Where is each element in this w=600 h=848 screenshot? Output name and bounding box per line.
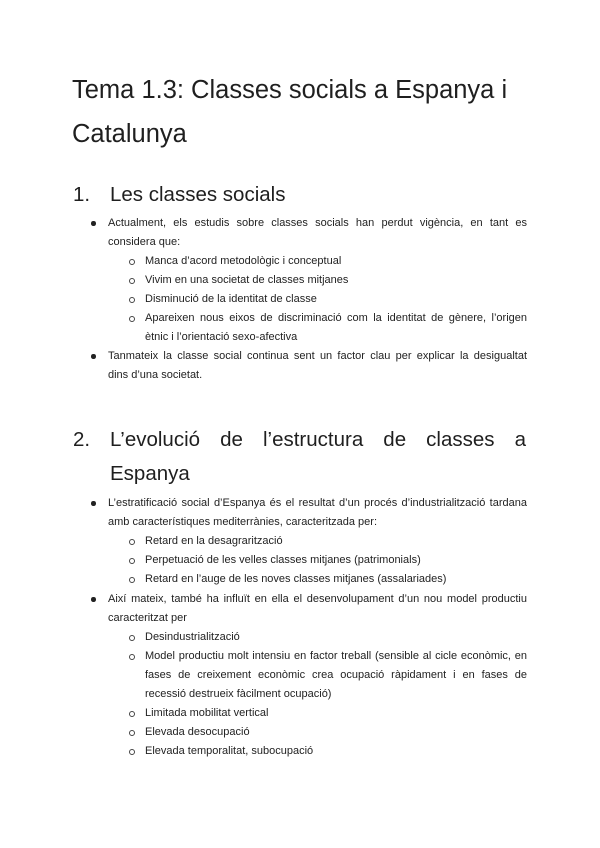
sub-bullet-circle bbox=[129, 711, 135, 717]
bullet-line: Tanmateix la classe social continua sent un factor clau per explicar la desigualtat bbox=[108, 350, 527, 362]
bullet-dot bbox=[91, 221, 96, 226]
sub-bullet-line: Limitada mobilitat vertical bbox=[145, 707, 269, 719]
sub-bullet-line: Perpetuació de les velles classes mitjanes (patrimonials) bbox=[145, 554, 421, 566]
bullet-line: considera que: bbox=[108, 236, 181, 248]
bullet-dot bbox=[91, 597, 96, 602]
sub-bullet-circle bbox=[129, 577, 135, 583]
sub-bullet-circle bbox=[129, 539, 135, 545]
sub-bullet-line: Retard en l’auge de les noves classes mitjanes (assalariades) bbox=[145, 573, 447, 585]
sub-bullet-line: Vivim en una societat de classes mitjanes bbox=[145, 274, 349, 286]
page-title: Tema 1.3: Classes socials a Espanya i Catalunya bbox=[72, 76, 508, 148]
bullet-dot bbox=[91, 354, 96, 359]
sub-bullet-line: Disminució de la identitat de classe bbox=[145, 293, 317, 305]
sub-bullet-circle bbox=[129, 558, 135, 564]
sub-bullet-line: Manca d’acord metodològic i conceptual bbox=[145, 255, 342, 267]
sub-bullet-line: Elevada temporalitat, subocupació bbox=[145, 745, 314, 757]
sub-bullet-circle bbox=[129, 749, 135, 755]
bullet-line: amb característiques mediterrànies, caracteritzada per: bbox=[108, 516, 378, 528]
sub-bullet-circle bbox=[129, 297, 135, 303]
sub-bullet-line: Apareixen nous eixos de discriminació com la identitat de gènere, l’origen bbox=[145, 312, 527, 324]
sub-bullet-line: Elevada desocupació bbox=[145, 726, 250, 738]
sub-bullet-line: Model productiu molt intensiu en factor treball (sensible al cicle econòmic, en bbox=[145, 650, 527, 662]
sub-bullet-line: recessió destrueix fàcilment ocupació) bbox=[145, 688, 332, 700]
sub-bullet-circle bbox=[129, 730, 135, 736]
bullet-line: L’estratificació social d’Espanya és el resultat d’un procés d’industrialització tardana bbox=[108, 497, 527, 509]
section-2-title-line: L’evolució de l’estructura de classes a bbox=[110, 428, 526, 451]
bullet-line: caracteritzat per bbox=[108, 612, 187, 624]
sub-bullet-line: fases de creixement econòmic crea ocupació ràpidament i en fases de bbox=[145, 669, 527, 681]
section-1-number: 1. bbox=[73, 183, 91, 206]
bullet-line: Actualment, els estudis sobre classes socials han perdut vigència, en tant es bbox=[108, 217, 527, 229]
sub-bullet-circle bbox=[129, 654, 135, 660]
sub-bullet-line: ètnic i l’orientació sexo-afectiva bbox=[145, 331, 298, 343]
sub-bullet-line: Retard en la desagrarització bbox=[145, 535, 283, 547]
bullet-line: Així mateix, també ha influït en ella el desenvolupament d’un nou model productiu bbox=[108, 593, 527, 605]
section-2-title-line: Espanya bbox=[110, 462, 190, 485]
bullet-dot bbox=[91, 501, 96, 506]
section-2-number: 2. bbox=[73, 428, 91, 451]
sub-bullet-circle bbox=[129, 635, 135, 641]
bullet-line: dins d’una societat. bbox=[108, 369, 203, 381]
section-1-title: Les classes socials bbox=[110, 183, 286, 206]
sub-bullet-circle bbox=[129, 316, 135, 322]
sub-bullet-circle bbox=[129, 278, 135, 284]
sub-bullet-circle bbox=[129, 259, 135, 265]
section-2-title bbox=[110, 423, 526, 491]
sub-bullet-line: Desindustrialització bbox=[145, 631, 240, 643]
